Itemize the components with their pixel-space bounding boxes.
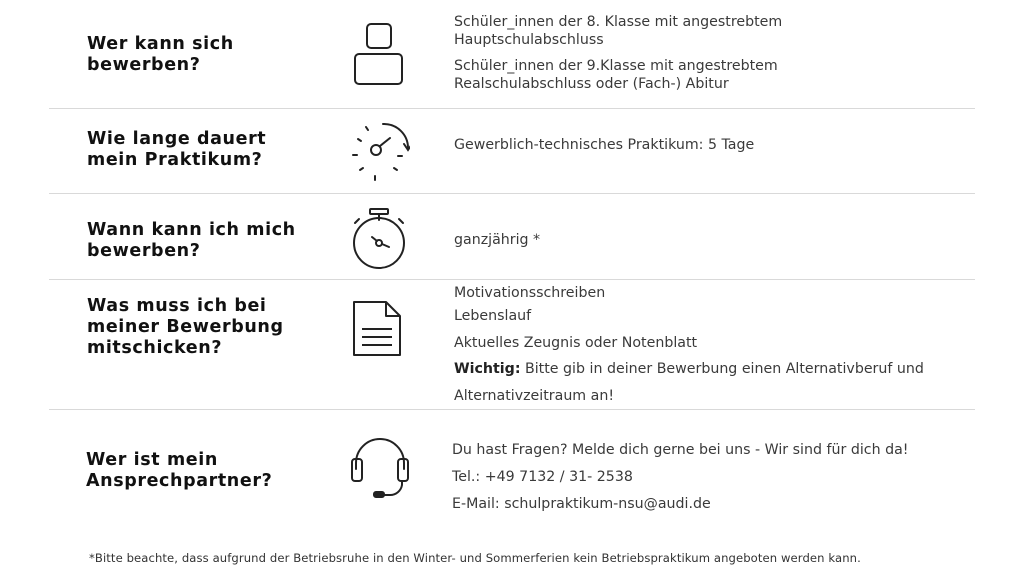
headset-icon — [350, 437, 410, 505]
stopwatch-icon — [350, 205, 410, 273]
question-contact: Wer ist mein Ansprechpartner? — [86, 450, 273, 491]
answer-documents — [454, 283, 924, 409]
question-who-can-apply: Wer kann sich bewerben? — [87, 34, 234, 75]
email-link[interactable]: E-Mail: schulpraktikum-nsu@audi.de — [452, 496, 711, 512]
answer-eligibility — [454, 13, 782, 93]
answer-application-time — [454, 231, 540, 249]
document-icon — [350, 299, 410, 367]
row-duration — [49, 108, 975, 194]
answer-line: Lebenslauf — [454, 308, 532, 324]
row-eligibility — [49, 0, 975, 109]
important-text: Bitte gib in deiner Bewerbung einen Alternativberuf und — [520, 361, 924, 377]
answer-line: Du hast Fragen? Melde dich gerne bei uns - Wir sind für dich da! — [452, 442, 909, 458]
phone-number: Tel.: +49 7132 / 31- 2538 — [452, 469, 633, 485]
person-icon — [350, 20, 410, 88]
answer-line: Gewerblich-technisches Praktikum: 5 Tage — [454, 137, 755, 153]
row-application-time — [49, 193, 975, 280]
question-when-apply: Wann kann ich mich bewerben? — [87, 220, 296, 261]
duration-clock-icon — [350, 118, 410, 186]
important-note-continued: Alternativzeitraum an! — [454, 387, 615, 404]
answer-line: Schüler_innen der 9.Klasse mit angestrebtem Realschulabschluss oder (Fach-) Abitur — [454, 58, 778, 92]
answer-line: ganzjährig * — [454, 232, 541, 248]
answer-line: Aktuelles Zeugnis oder Notenblatt — [454, 334, 698, 351]
question-documents: Was muss ich bei meiner Bewerbung mitschicken? — [87, 296, 284, 358]
row-documents — [49, 279, 975, 410]
footnote: *Bitte beachte, dass aufgrund der Betriebsruhe in den Winter- und Sommerferien kein Betriebspraktikum angeboten werden kann. — [89, 551, 861, 565]
important-label: Wichtig: — [454, 361, 521, 377]
row-contact — [49, 409, 975, 539]
answer-duration — [454, 136, 754, 154]
question-duration: Wie lange dauert mein Praktikum? — [87, 129, 267, 170]
answer-line: Motivationsschreiben — [454, 285, 606, 301]
answer-contact — [452, 437, 908, 518]
important-note — [454, 356, 924, 383]
answer-line: Schüler_innen der 8. Klasse mit angestrebtem Hauptschulabschluss — [454, 14, 783, 48]
